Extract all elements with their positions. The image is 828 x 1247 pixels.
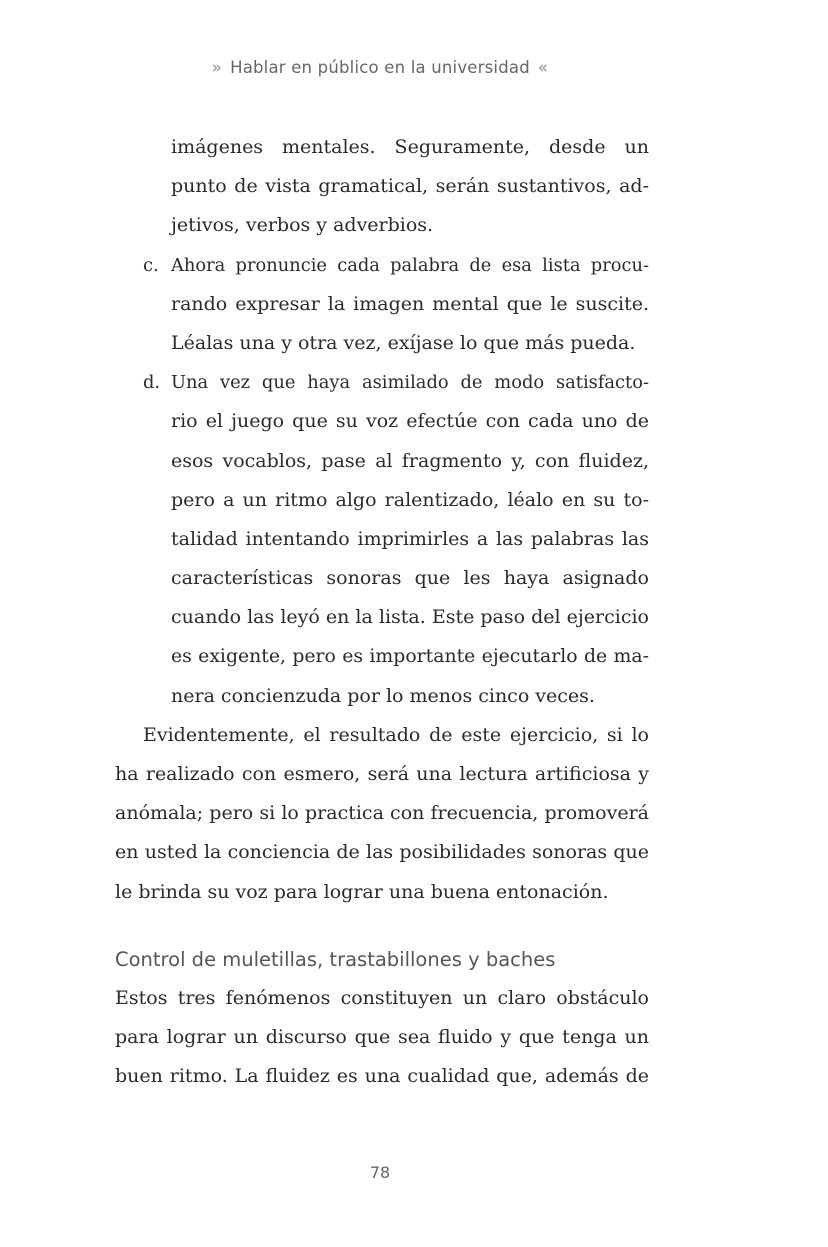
paragraph-line: anómala; pero si lo practica con frecuencia, promoverá [115, 802, 649, 825]
list-item-line: nera concienzuda por lo menos cinco veces. [171, 684, 595, 707]
list-item-line: rando expresar la imagen mental que le suscite. [171, 292, 649, 315]
list-item-line [115, 246, 649, 285]
running-header [0, 58, 760, 77]
header-open-mark: » [211, 58, 223, 77]
paragraph [115, 716, 649, 912]
paragraph-line: para lograr un discurso que sea fluido y que tenga un [115, 1026, 649, 1049]
list-item-line: cuando las leyó en la lista. Este paso del ejercicio [171, 606, 649, 629]
list-item-line: rio el juego que su voz efectúe con cada uno de [171, 410, 649, 433]
list-item-text: Una vez que haya asimilado de modo satisfacto- [171, 372, 649, 394]
page-number: 78 [369, 1163, 391, 1182]
header-title: Hablar en público en la universidad [230, 58, 530, 77]
paragraph-line: Estos tres fenómenos constituyen un claro obstáculo [115, 986, 649, 1009]
list-item-line: Léalas una y otra vez, exíjase lo que más pueda. [171, 331, 636, 354]
paragraph-line: le brinda su voz para lograr una buena entonación. [115, 880, 609, 903]
body-text [115, 128, 649, 1097]
paragraph-line: en usted la conciencia de las posibilidades sonoras que [115, 841, 649, 864]
list-item-line: características sonoras que les haya asignado [171, 567, 649, 590]
paragraph-line: ha realizado con esmero, será una lectura artificiosa y [115, 763, 649, 785]
paragraph-line: Evidentemente, el resultado de este ejercicio, si lo [143, 723, 649, 746]
list-item-letter: c. [143, 254, 159, 276]
list-item-d [115, 363, 649, 716]
list-item-line: pero a un ritmo algo ralentizado, léalo en su to- [171, 488, 649, 511]
list-item-line [115, 363, 649, 402]
continuation-line: jetivos, verbos y adverbios. [171, 214, 434, 237]
continuation-line: punto de vista gramatical, serán sustantivos, ad- [171, 175, 649, 198]
paragraph-line: buen ritmo. La fluidez es una cualidad que, además de [115, 1065, 649, 1088]
list-item-letter: d. [143, 372, 161, 394]
list-item-line: talidad intentando imprimirles a las palabras las [171, 527, 649, 550]
list-item-line: esos vocablos, pase al fragmento y, con fluidez, [171, 449, 649, 472]
header-close-mark: « [537, 58, 549, 77]
section-heading: Control de muletillas, trastabillones y baches [115, 947, 556, 971]
list-item-line: es exigente, pero es importante ejecutarlo de ma- [171, 646, 649, 668]
section-paragraph [115, 979, 649, 1097]
list-item-text: Ahora pronuncie cada palabra de esa lista procu- [171, 254, 649, 276]
continuation-line: imágenes mentales. Seguramente, desde un [171, 136, 649, 158]
list-item-c [115, 246, 649, 364]
